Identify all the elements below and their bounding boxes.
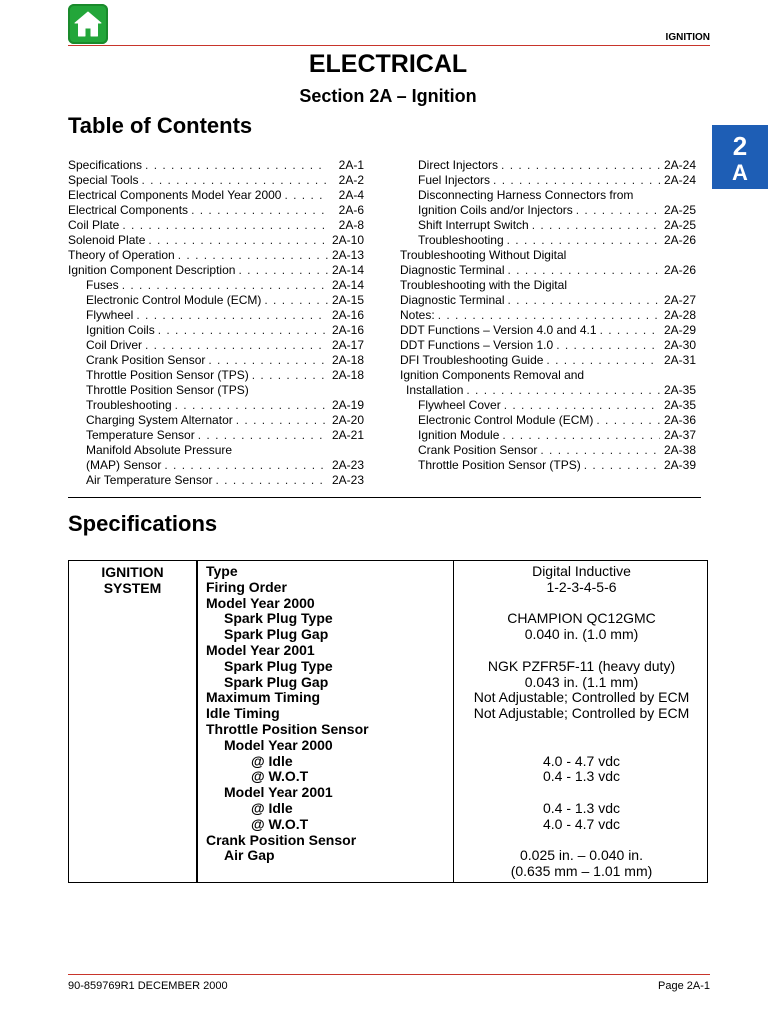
toc-entry[interactable] bbox=[68, 218, 364, 233]
toc-entry-page: 2A-35 bbox=[663, 398, 696, 412]
toc-entry-title: DFI Troubleshooting Guide bbox=[400, 353, 544, 367]
toc-entry[interactable] bbox=[68, 398, 364, 413]
toc-leader-dots bbox=[238, 263, 328, 278]
system-label-line: SYSTEM bbox=[103, 580, 162, 596]
toc-entry-page: 2A-37 bbox=[663, 428, 696, 442]
toc-entry-title: Charging System Alternator bbox=[86, 413, 233, 427]
toc-entry-page: 2A-30 bbox=[663, 338, 696, 352]
page-title: ELECTRICAL bbox=[308, 50, 468, 78]
toc-entry-page: 2A-28 bbox=[663, 308, 696, 322]
toc-entry-title: Diagnostic Terminal bbox=[400, 263, 505, 277]
specifications-table bbox=[68, 560, 708, 883]
toc-entry[interactable] bbox=[68, 473, 364, 488]
toc-entry[interactable] bbox=[68, 233, 364, 248]
spec-label: Type bbox=[206, 563, 238, 579]
toc-entry[interactable] bbox=[68, 443, 364, 458]
spec-label: Spark Plug Type bbox=[224, 657, 333, 674]
section-subtitle: Section 2A – Ignition bbox=[299, 86, 477, 106]
toc-entry[interactable] bbox=[68, 203, 364, 218]
footer-rule bbox=[68, 974, 710, 975]
footer-page-number: Page 2A-1 bbox=[658, 980, 710, 992]
toc-entry-page: 2A-14 bbox=[331, 263, 364, 277]
spec-value bbox=[454, 785, 709, 801]
toc-left-column bbox=[68, 158, 364, 488]
toc-entry-title: Theory of Operation bbox=[68, 248, 175, 262]
toc-leader-dots bbox=[158, 323, 328, 338]
toc-leader-dots bbox=[596, 413, 660, 428]
spec-label: @ Idle bbox=[251, 799, 293, 816]
toc-divider bbox=[68, 497, 701, 498]
toc-entry-title: Throttle Position Sensor (TPS) bbox=[86, 383, 249, 397]
toc-leader-dots bbox=[136, 308, 328, 323]
spec-value: 0.4 - 1.3 vdc bbox=[542, 799, 621, 816]
toc-entry[interactable] bbox=[68, 368, 364, 383]
toc-entry-title: Notes: bbox=[400, 308, 435, 322]
toc-entry-title: Solenoid Plate bbox=[68, 233, 146, 247]
toc-entry[interactable] bbox=[400, 428, 696, 443]
toc-entry-page: 2A-21 bbox=[331, 428, 364, 442]
toc-entry-title: Troubleshooting bbox=[418, 233, 504, 247]
section-tab-number: 2 bbox=[732, 131, 748, 161]
toc-entry-title: Fuses bbox=[86, 278, 119, 292]
toc-entry[interactable] bbox=[68, 173, 364, 188]
toc-leader-dots bbox=[148, 233, 328, 248]
spec-value: CHAMPION QC12GMC bbox=[507, 610, 656, 627]
toc-leader-dots bbox=[142, 173, 329, 188]
toc-entry-page: 2A-26 bbox=[663, 233, 696, 247]
toc-entry-page: 2A-36 bbox=[663, 413, 696, 427]
toc-entry-title: Ignition Module bbox=[418, 428, 500, 442]
spec-label: Air Gap bbox=[224, 847, 275, 864]
toc-leader-dots bbox=[438, 308, 660, 323]
toc-entry[interactable] bbox=[400, 398, 696, 413]
toc-entry-page: 2A-26 bbox=[663, 263, 696, 277]
toc-leader-dots bbox=[466, 383, 660, 398]
toc-entry-title: Throttle Position Sensor (TPS) bbox=[86, 368, 249, 382]
toc-entry[interactable] bbox=[400, 263, 696, 278]
home-button[interactable] bbox=[68, 4, 108, 44]
toc-entry[interactable] bbox=[400, 233, 696, 248]
spec-value: 4.0 - 4.7 vdc bbox=[542, 752, 621, 769]
toc-entry-title: Electrical Components bbox=[68, 203, 189, 217]
toc-entry-title: Electrical Components Model Year 2000 bbox=[68, 188, 282, 202]
toc-entry-title: Troubleshooting with the Digital bbox=[400, 278, 567, 292]
spec-value: Not Adjustable; Controlled by ECM bbox=[473, 689, 690, 706]
toc-entry-page: 2A-24 bbox=[663, 173, 696, 187]
toc-entry-page: 2A-27 bbox=[663, 293, 696, 307]
spec-label: Spark Plug Gap bbox=[224, 626, 329, 643]
system-label bbox=[69, 564, 196, 596]
toc-entry-page: 2A-20 bbox=[331, 413, 364, 427]
toc-entry[interactable] bbox=[68, 413, 364, 428]
toc-entry-title: DDT Functions – Version 4.0 and 4.1 bbox=[400, 323, 597, 337]
toc-entry-page: 2A-6 bbox=[338, 203, 364, 217]
toc-entry[interactable] bbox=[68, 323, 364, 338]
toc-entry[interactable] bbox=[68, 263, 364, 278]
spec-value bbox=[454, 722, 709, 738]
toc-entry-page: 2A-10 bbox=[331, 233, 364, 247]
toc-entry-page: 2A-4 bbox=[338, 188, 364, 202]
toc-entry-title: Flywheel Cover bbox=[418, 398, 501, 412]
spec-label: Spark Plug Gap bbox=[224, 673, 329, 690]
toc-leader-dots bbox=[502, 428, 660, 443]
toc-entry-title: Flywheel bbox=[86, 308, 134, 322]
toc-entry-title: Crank Position Sensor bbox=[86, 353, 206, 367]
spec-value: (0.635 mm – 1.01 mm) bbox=[510, 863, 653, 880]
toc-leader-dots bbox=[508, 263, 661, 278]
toc-entry-title: Direct Injectors bbox=[418, 158, 499, 172]
toc-entry-page: 2A-16 bbox=[331, 308, 364, 322]
toc-leader-dots bbox=[540, 443, 660, 458]
toc-entry[interactable] bbox=[400, 458, 696, 473]
toc-entry[interactable] bbox=[68, 353, 364, 368]
spec-label: Crank Position Sensor bbox=[206, 831, 357, 848]
toc-entry[interactable] bbox=[68, 308, 364, 323]
toc-entry-page: 2A-39 bbox=[663, 458, 696, 472]
spec-value: 0.4 - 1.3 vdc bbox=[542, 768, 621, 785]
toc-entry-page: 2A-25 bbox=[663, 218, 696, 232]
toc-leader-dots bbox=[198, 428, 328, 443]
spec-values-column bbox=[454, 564, 709, 880]
toc-entry-title: Ignition Components Removal and bbox=[400, 368, 585, 382]
toc-entry-title: Special Tools bbox=[68, 173, 139, 187]
toc-entry-page: 2A-1 bbox=[338, 158, 364, 172]
toc-entry[interactable] bbox=[400, 308, 696, 323]
toc-leader-dots bbox=[508, 293, 661, 308]
header-rule bbox=[68, 45, 710, 46]
toc-entry[interactable] bbox=[68, 338, 364, 353]
toc-entry-title: Troubleshooting bbox=[86, 398, 172, 412]
toc-entry-title: Fuel Injectors bbox=[418, 173, 491, 187]
toc-heading: Table of Contents bbox=[68, 113, 253, 138]
toc-entry[interactable] bbox=[68, 383, 364, 398]
toc-entry-page: 2A-13 bbox=[331, 248, 364, 262]
toc-entry[interactable] bbox=[68, 428, 364, 443]
toc-leader-dots bbox=[556, 338, 660, 353]
toc-leader-dots bbox=[252, 368, 328, 383]
toc-entry-title: Ignition Coils bbox=[86, 323, 155, 337]
toc-entry[interactable] bbox=[400, 248, 696, 263]
toc-leader-dots bbox=[145, 158, 328, 173]
toc-entry-page: 2A-24 bbox=[663, 158, 696, 172]
toc-entry-title: (MAP) Sensor bbox=[86, 458, 162, 472]
section-tab[interactable] bbox=[712, 125, 768, 189]
toc-leader-dots bbox=[546, 353, 660, 368]
spec-value: Not Adjustable; Controlled by ECM bbox=[473, 705, 690, 722]
toc-entry-page: 2A-29 bbox=[663, 323, 696, 337]
spec-label: Maximum Timing bbox=[206, 689, 321, 706]
toc-leader-dots bbox=[584, 458, 660, 473]
section-tab-letter: A bbox=[732, 160, 748, 185]
toc-leader-dots bbox=[122, 218, 328, 233]
toc-entry-page: 2A-23 bbox=[331, 458, 364, 472]
spec-value: 0.043 in. (1.1 mm) bbox=[524, 673, 639, 690]
spec-value: NGK PZFR5F-11 (heavy duty) bbox=[487, 657, 676, 674]
toc-entry-title: Temperature Sensor bbox=[86, 428, 195, 442]
toc-entry[interactable] bbox=[400, 278, 696, 293]
toc-entry-title: Shift Interrupt Switch bbox=[418, 218, 529, 232]
toc-entry-page: 2A-8 bbox=[338, 218, 364, 232]
toc-entry[interactable] bbox=[400, 368, 696, 383]
toc-entry-title: DDT Functions – Version 1.0 bbox=[400, 338, 554, 352]
toc-entry[interactable] bbox=[68, 458, 364, 473]
toc-leader-dots bbox=[178, 248, 328, 263]
spec-value: 1-2-3-4-5-6 bbox=[546, 578, 617, 595]
spec-value: 0.040 in. (1.0 mm) bbox=[524, 626, 639, 643]
spec-label: Throttle Position Sensor bbox=[206, 720, 369, 737]
toc-entry-title: Crank Position Sensor bbox=[418, 443, 538, 457]
toc-entry-title: Throttle Position Sensor (TPS) bbox=[418, 458, 581, 472]
spec-labels-column bbox=[206, 564, 369, 880]
toc-leader-dots bbox=[576, 203, 660, 218]
toc-leader-dots bbox=[284, 188, 328, 203]
spec-label: Model Year 2001 bbox=[206, 641, 315, 658]
toc-entry[interactable] bbox=[400, 158, 696, 173]
spec-value: Digital Inductive bbox=[532, 563, 631, 579]
toc-entry-page: 2A-31 bbox=[663, 353, 696, 367]
toc-leader-dots bbox=[236, 413, 328, 428]
toc-entry-title: Electronic Control Module (ECM) bbox=[86, 293, 262, 307]
spec-label: Idle Timing bbox=[206, 705, 280, 722]
toc-entry-page: 2A-16 bbox=[331, 323, 364, 337]
toc-leader-dots bbox=[164, 458, 328, 473]
toc-entry[interactable] bbox=[68, 278, 364, 293]
toc-entry-title: Ignition Coils and/or Injectors bbox=[418, 203, 573, 217]
toc-leader-dots bbox=[501, 158, 660, 173]
toc-entry[interactable] bbox=[400, 338, 696, 353]
spec-label: Firing Order bbox=[206, 578, 287, 595]
toc-entry-page: 2A-35 bbox=[663, 383, 696, 397]
toc-leader-dots bbox=[600, 323, 660, 338]
toc-entry-page: 2A-17 bbox=[331, 338, 364, 352]
section-label: IGNITION bbox=[665, 32, 710, 43]
spec-value bbox=[454, 738, 709, 754]
toc-leader-dots bbox=[493, 173, 660, 188]
toc-entry-title: Electronic Control Module (ECM) bbox=[418, 413, 594, 427]
toc-entry[interactable] bbox=[400, 203, 696, 218]
footer-doc-id: 90-859769R1 DECEMBER 2000 bbox=[68, 980, 228, 992]
toc-entry[interactable] bbox=[400, 443, 696, 458]
toc-entry-page: 2A-19 bbox=[331, 398, 364, 412]
toc-entry-title: Specifications bbox=[68, 158, 143, 172]
table-divider bbox=[196, 561, 198, 882]
toc-leader-dots bbox=[208, 353, 328, 368]
toc-entry-page: 2A-2 bbox=[338, 173, 364, 187]
specifications-heading: Specifications bbox=[68, 511, 218, 536]
toc-leader-dots bbox=[504, 398, 660, 413]
toc-leader-dots bbox=[507, 233, 660, 248]
toc-entry-page: 2A-38 bbox=[663, 443, 696, 457]
toc-entry-page: 2A-18 bbox=[331, 353, 364, 367]
toc-leader-dots bbox=[191, 203, 328, 218]
toc-entry[interactable] bbox=[68, 293, 364, 308]
spec-label: Model Year 2000 bbox=[206, 594, 315, 611]
spec-value bbox=[454, 596, 709, 612]
toc-entry-title: Air Temperature Sensor bbox=[86, 473, 213, 487]
toc-leader-dots bbox=[175, 398, 328, 413]
toc-entry-title: Disconnecting Harness Connectors from bbox=[418, 188, 634, 202]
toc-entry-title: Ignition Component Description bbox=[68, 263, 236, 277]
toc-entry-title: Manifold Absolute Pressure bbox=[86, 443, 233, 457]
toc-entry-page: 2A-23 bbox=[331, 473, 364, 487]
toc-entry[interactable] bbox=[400, 413, 696, 428]
toc-entry[interactable] bbox=[68, 248, 364, 263]
toc-entry-title: Coil Driver bbox=[86, 338, 143, 352]
toc-leader-dots bbox=[145, 338, 328, 353]
toc-entry-title: Troubleshooting Without Digital bbox=[400, 248, 567, 262]
toc-entry[interactable] bbox=[400, 383, 696, 398]
toc-entry-page: 2A-25 bbox=[663, 203, 696, 217]
toc-leader-dots bbox=[122, 278, 328, 293]
toc-leader-dots bbox=[532, 218, 660, 233]
spec-label: @ W.O.T bbox=[251, 815, 309, 832]
toc-entry[interactable] bbox=[400, 218, 696, 233]
toc-entry-title: Diagnostic Terminal bbox=[400, 293, 505, 307]
system-label-line: IGNITION bbox=[101, 564, 164, 580]
spec-label: Spark Plug Type bbox=[224, 610, 333, 627]
toc-entry-page: 2A-15 bbox=[331, 293, 364, 307]
toc-entry[interactable] bbox=[68, 158, 364, 173]
home-icon bbox=[72, 8, 104, 40]
toc-right-column bbox=[400, 158, 696, 473]
toc-entry-title: Coil Plate bbox=[68, 218, 120, 232]
toc-leader-dots bbox=[264, 293, 328, 308]
spec-value: 0.025 in. – 0.040 in. bbox=[520, 847, 643, 864]
spec-label bbox=[206, 864, 369, 880]
toc-entry[interactable] bbox=[400, 353, 696, 368]
toc-entry[interactable] bbox=[68, 188, 364, 203]
toc-entry[interactable] bbox=[400, 323, 696, 338]
toc-entry-page: 2A-14 bbox=[331, 278, 364, 292]
spec-value: 4.0 - 4.7 vdc bbox=[542, 815, 621, 832]
toc-entry[interactable] bbox=[400, 293, 696, 308]
spec-value bbox=[454, 833, 709, 849]
spec-label: Model Year 2000 bbox=[224, 736, 333, 753]
toc-entry-title: Installation bbox=[406, 383, 464, 397]
toc-entry[interactable] bbox=[400, 188, 696, 203]
toc-entry-page: 2A-18 bbox=[331, 368, 364, 382]
spec-value bbox=[454, 643, 709, 659]
toc-entry[interactable] bbox=[400, 173, 696, 188]
spec-label: @ W.O.T bbox=[251, 768, 309, 785]
spec-label: Model Year 2001 bbox=[224, 784, 333, 801]
toc-leader-dots bbox=[216, 473, 328, 488]
spec-label: @ Idle bbox=[251, 752, 293, 769]
